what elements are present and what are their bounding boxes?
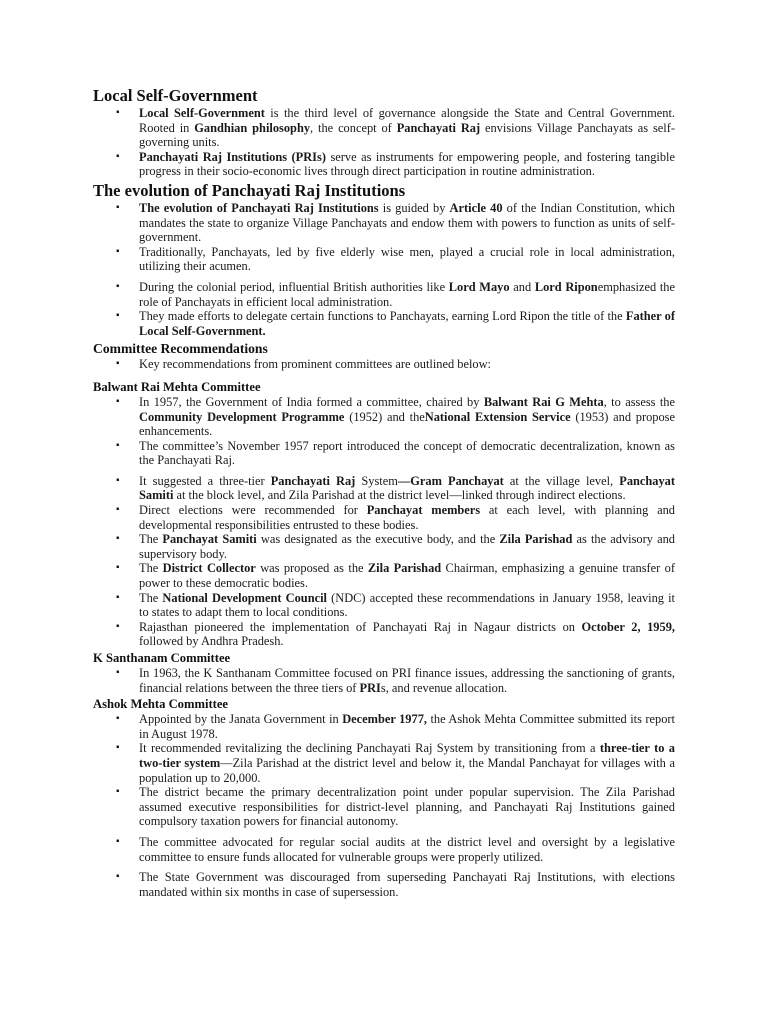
- bullet-list: [93, 106, 675, 179]
- list-item: ▪ In 1963, the K Santhanam Committee focused on PRI finance issues, addressing the sanctioning of grants, financial relations between the three tiers of PRIs, and revenue allocation.: [93, 666, 675, 695]
- list-item: ▪ Key recommendations from prominent committees are outlined below:: [93, 357, 675, 372]
- bold-term: The evolution of Panchayati Raj Institutions: [139, 200, 379, 215]
- bold-term: Panchayati Raj: [396, 120, 481, 135]
- list-item: ▪ Rajasthan pioneered the implementation of Panchayati Raj in Nagaur districts on October 2, 1959, followed by Andhra Pradesh.: [93, 620, 675, 649]
- list-item: ▪ The National Development Council (NDC) accepted these recommendations in January 1958, leaving it to states to adapt them to local conditions.: [93, 591, 675, 620]
- bold-term: Panchayati Raj Institutions (PRIs): [139, 149, 326, 164]
- bold-term: Community Development Programme: [139, 409, 345, 424]
- bullet-list: [93, 712, 675, 899]
- bold-term: Father of Local Self-Government.: [139, 309, 675, 338]
- bold-term: Article 40: [449, 200, 503, 215]
- list-item: ▪ The committee’s November 1957 report introduced the concept of democratic decentralization, known as the Panchayati Raj.: [93, 439, 675, 468]
- section-heading-ashok-mehta: Ashok Mehta Committee: [93, 697, 229, 712]
- list-item: ▪ It recommended revitalizing the declining Panchayati Raj System by transitioning from a three-tier to a two-tier system—Zila Parishad at the district level and below it, the Mandal Panchayat for villages with a population up to 20,000.: [93, 741, 675, 785]
- bold-term: —Gram Panchayat: [397, 473, 504, 488]
- list-item: ▪ The district became the primary decentralization point under popular supervision. The Zila Parishad assumed executive responsibilities for district-level planning, and Panchayati Raj Institutions gained compulsory taxation powers for financial autonomy.: [93, 785, 675, 829]
- bold-term: Panchayat Samiti: [139, 473, 676, 503]
- list-item: ▪ Direct elections were recommended for Panchayat members at each level, with planning and developmental responsibilities entrusted to these bodies.: [93, 503, 675, 532]
- bullet-list: [93, 666, 675, 695]
- bold-term: Local Self-Government: [139, 106, 265, 120]
- bold-term: December 1977,: [342, 712, 427, 727]
- list-item: ▪ In 1957, the Government of India formed a committee, chaired by Balwant Rai G Mehta, to assess the Community Development Programme (1952) and theNational Extension Service (1953) and propose enhancements.: [93, 395, 675, 439]
- bold-term: Panchayat members: [366, 503, 481, 518]
- list-item: ▪ Panchayati Raj Institutions (PRIs) serve as instruments for empowering people, and fostering tangible progress in their socio-economic lives through direct participation in routine administration.: [93, 150, 675, 179]
- section-heading-committee-recommendations: Committee Recommendations: [93, 341, 268, 357]
- list-item: ▪ Local Self-Government is the third level of governance alongside the State and Central Government. Rooted in Gandhian philosophy, the concept of Panchayati Raj envisions Village Panchayats as self-governing units.: [93, 106, 675, 150]
- bold-term: Gandhian philosophy: [194, 120, 311, 135]
- bold-term: District Collector: [162, 561, 256, 576]
- list-item: ▪ The Panchayat Samiti was designated as the executive body, and the Zila Parishad as the advisory and supervisory body.: [93, 532, 675, 561]
- list-item: ▪ The State Government was discouraged from superseding Panchayati Raj Institutions, with elections mandated within six months in case of supersession.: [93, 870, 675, 899]
- bold-term: Zila Parishad: [367, 561, 442, 576]
- list-item: ▪ During the colonial period, influential British authorities like Lord Mayo and Lord Riponemphasized the role of Panchayats in efficient local administration.: [93, 280, 675, 309]
- bold-term: Lord Mayo: [448, 279, 510, 294]
- document-page: [93, 86, 675, 899]
- section-heading-evolution: The evolution of Panchayati Raj Institutions: [93, 180, 406, 200]
- list-item: ▪ The committee advocated for regular social audits at the district level and oversight by a legislative committee to ensure funds allocated for vulnerable groups were properly utilized.: [93, 835, 675, 864]
- list-item: ▪ Traditionally, Panchayats, led by five elderly wise men, played a crucial role in local administration, utilizing their acumen.: [93, 245, 675, 274]
- bold-term: Panchayat Samiti: [162, 532, 257, 547]
- list-item: ▪ The evolution of Panchayati Raj Institutions is guided by Article 40 of the Indian Constitution, which mandates the state to organize Village Panchayats and endow them with powers to function as units of self-government.: [93, 201, 675, 245]
- section-heading-k-santhanam: K Santhanam Committee: [93, 651, 231, 665]
- bold-term: National Extension Service: [424, 409, 571, 424]
- bold-term: October 2, 1959,: [581, 619, 675, 634]
- bold-term: three-tier to a two-tier system: [139, 741, 675, 770]
- list-item: ▪ The District Collector was proposed as the Zila Parishad Chairman, emphasizing a genuine transfer of power to these democratic bodies.: [93, 561, 675, 590]
- bold-term: Zila Parishad: [499, 532, 573, 547]
- bold-term: Panchayati Raj: [270, 473, 356, 488]
- section-heading-balwant-rai-mehta: Balwant Rai Mehta Committee: [93, 379, 261, 394]
- bold-term: Balwant Rai G Mehta: [483, 394, 604, 409]
- bullet-list: [93, 357, 675, 372]
- bold-term: PRI: [359, 680, 381, 695]
- bullet-list: [93, 201, 675, 338]
- bold-term: National Development Council: [162, 590, 327, 605]
- section-heading-local-self-government: Local Self-Government: [93, 86, 258, 105]
- bold-term: Lord Ripon: [534, 279, 598, 294]
- bullet-list: [93, 395, 675, 649]
- list-item: ▪ Appointed by the Janata Government in December 1977, the Ashok Mehta Committee submitted its report in August 1978.: [93, 712, 675, 741]
- list-item: ▪ They made efforts to delegate certain functions to Panchayats, earning Lord Ripon the title of the Father of Local Self-Government.: [93, 309, 675, 338]
- list-item: ▪ It suggested a three-tier Panchayati Raj System—Gram Panchayat at the village level, Panchayat Samiti at the block level, and Zila Parishad at the district level—linked through indirect elections.: [93, 474, 675, 503]
